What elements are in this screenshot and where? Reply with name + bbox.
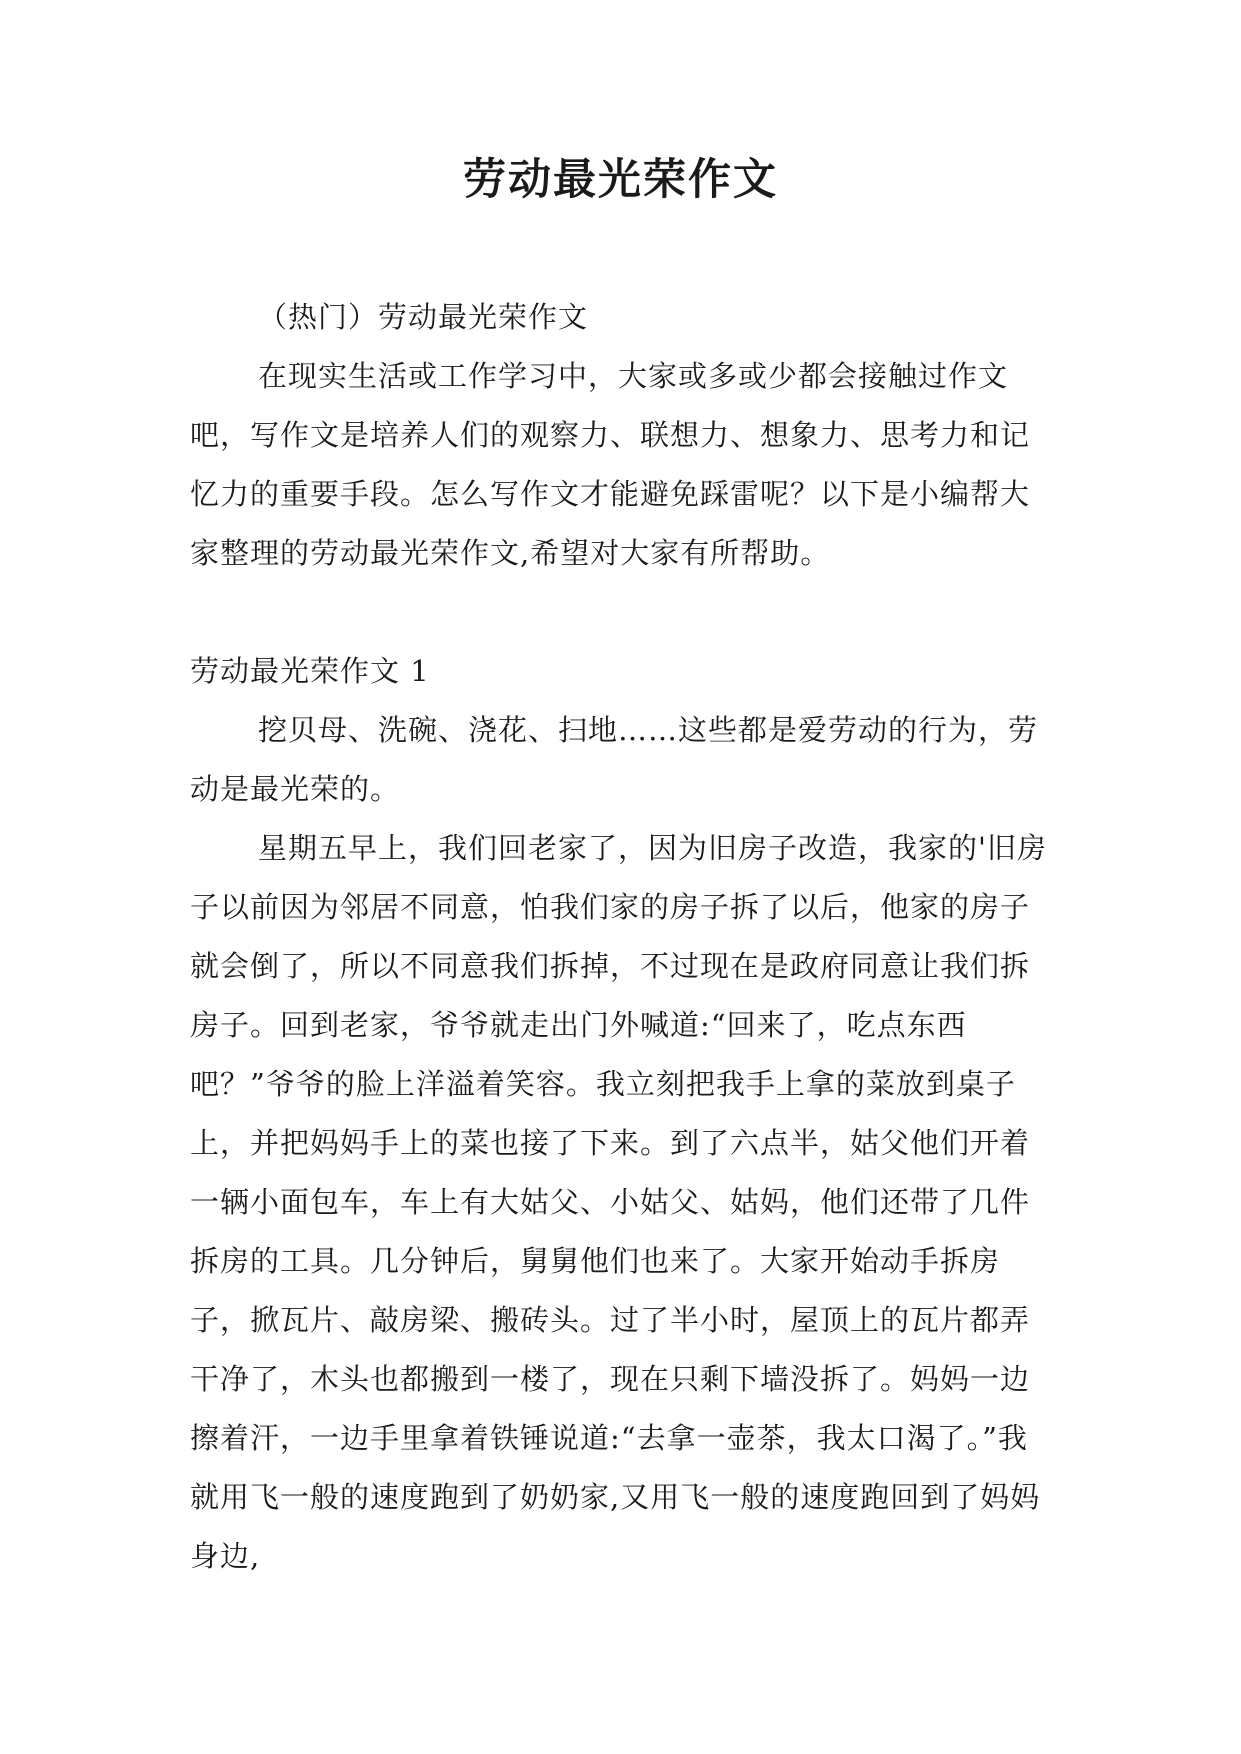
subtitle-line: （热门）劳动最光荣作文	[258, 300, 589, 334]
body-paragraph-2: 星期五早上，我们回老家了，因为旧房子改造，我家的'旧房子以前因为邻居不同意，怕我们家的房子拆了以后，他家的房子就会倒了，所以不同意我们拆掉，不过现在是政府同意让我们拆房子。回到老家，爷爷就走出门外喊道:“回来了，吃点东西吧？”爷爷的脸上洋溢着笑容。我立刻把我手上拿的菜放到桌子上，并把妈妈手上的菜也接了下来。到了六点半，姑父他们开着一辆小面包车，车上有大姑父、小姑父、姑妈，他们还带了几件拆房的工具。几分钟后，舅舅他们也来了。大家开始动手拆房子，掀瓦片、敲房梁、搬砖头。过了半小时，屋顶上的瓦片都弄干净了，木头也都搬到一楼了，现在只剩下墙没拆了。妈妈一边擦着汗，一边手里拿着铁锤说道:“去拿一壶茶，我太口渴了。”我就用飞一般的速度跑到了奶奶家,又用飞一般的速度跑回到了妈妈身边,	[190, 831, 1047, 1573]
paragraph-spacer	[190, 583, 1050, 642]
document-body	[190, 288, 1050, 1586]
section-heading: 劳动最光荣作文 1	[190, 654, 430, 688]
document-title: 劳动最光荣作文	[463, 155, 778, 205]
body-paragraph-1: 挖贝母、洗碗、浇花、扫地……这些都是爱劳动的行为，劳动是最光荣的。	[190, 713, 1039, 806]
intro-paragraph: 在现实生活或工作学习中，大家或多或少都会接触过作文吧，写作文是培养人们的观察力、联想力、想象力、思考力和记忆力的重要手段。怎么写作文才能避免踩雷呢？以下是小编帮大家整理的劳动最光荣作文,希望对大家有所帮助。	[190, 359, 1031, 570]
